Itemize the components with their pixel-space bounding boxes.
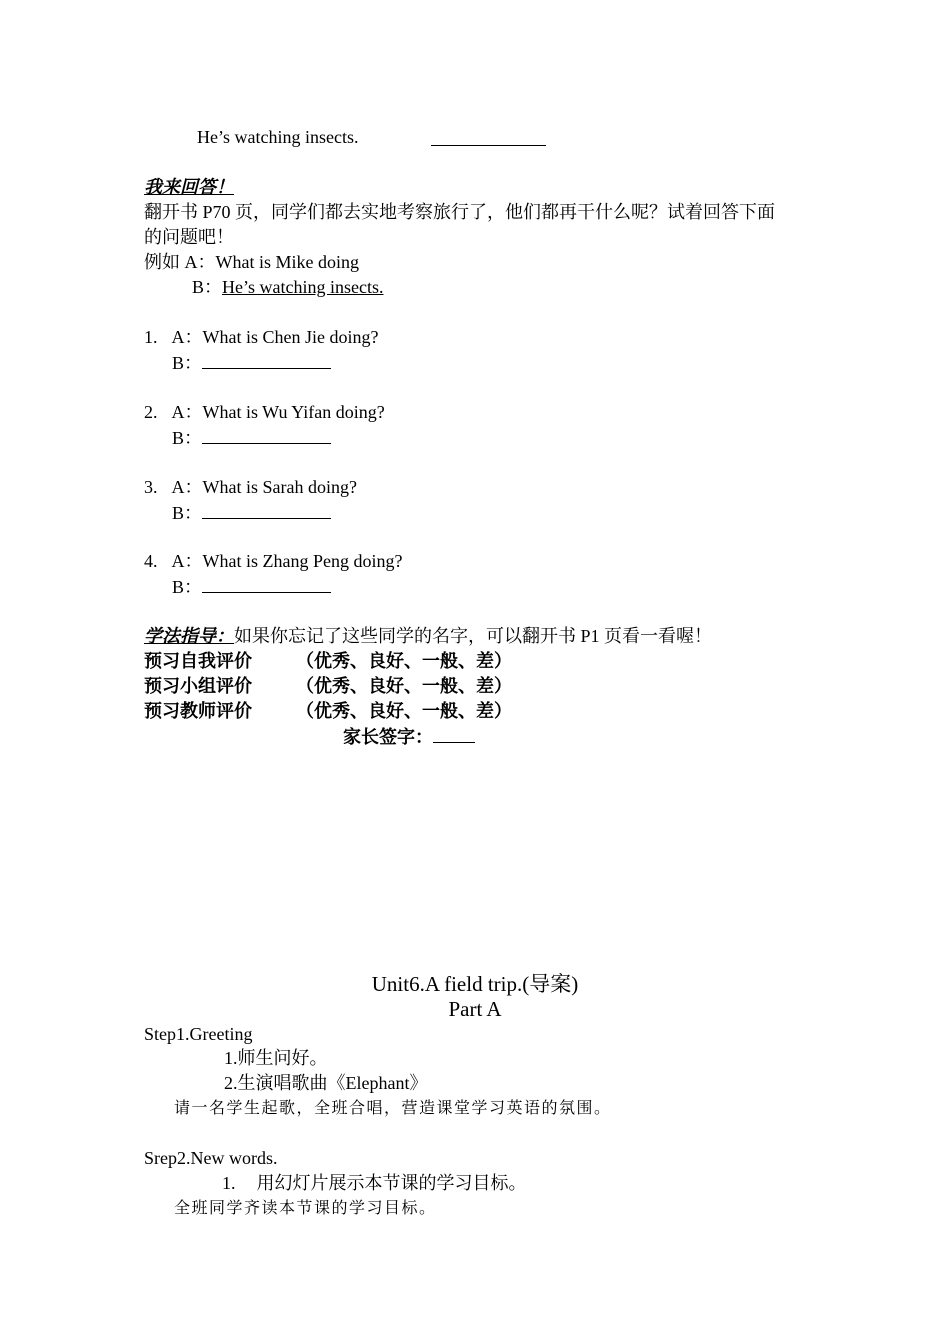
answer-b-prefix: B： [172,428,203,448]
step2-item-number: 1. [222,1173,236,1193]
evaluation-label: 预习教师评价 [144,701,252,721]
answer-b-prefix: B： [172,503,203,523]
evaluation-options: （优秀、良好、一般、差） [296,701,512,721]
question-number: 1. [144,327,158,347]
question-a-prefix: A： [171,327,203,347]
intro-answer-blank[interactable] [431,127,546,146]
question-text: What is Zhang Peng doing? [202,551,403,571]
parent-signature-line [343,724,475,749]
question-item [144,400,385,424]
evaluation-row [144,699,252,723]
question-text: What is Sarah doing? [202,477,357,497]
question-a-prefix: A： [171,551,203,571]
answer-line [172,350,331,375]
question-item [144,325,378,349]
evaluation-row [144,649,252,673]
question-item [144,549,402,573]
step2-title: Srep2.New words. [144,1148,278,1168]
example-b-prefix: B： [192,277,223,297]
question-a-prefix: A： [171,477,203,497]
evaluation-label: 预习小组评价 [144,676,252,696]
step1-item-1: 1.师生问好。 [224,1048,328,1068]
answer-section-heading: 我来回答！ [144,177,234,197]
question-text: What is Wu Yifan doing? [202,402,385,422]
lesson-subtitle: Part A [448,997,502,1021]
answer-blank[interactable] [202,425,331,444]
evaluation-label: 预习自我评价 [144,651,252,671]
parent-signature-label: 家长签字： [343,727,433,747]
guidance-label: 学法指导： [144,626,234,646]
lesson-title: Unit6.A field trip.(导案) [371,972,579,996]
intro-text: He’s watching insects. [197,127,359,147]
intro-line [197,125,358,149]
answer-blank[interactable] [202,350,331,369]
answer-line [172,574,331,599]
example-question-line [144,250,359,274]
step1-title: Step1.Greeting [144,1024,253,1044]
step2-item-1 [222,1171,527,1195]
evaluation-options: （优秀、良好、一般、差） [296,676,512,696]
answer-b-prefix: B： [172,577,203,597]
answer-line [172,500,331,525]
evaluation-row [144,674,252,698]
answer-line [172,425,331,450]
guidance-line [144,624,712,648]
answer-blank[interactable] [202,574,331,593]
example-prefix: 例如 A： [144,252,216,272]
instruction-line-1: 翻开书 P70 页，同学们都去实地考察旅行了，他们都再干什么呢？试着回答下面 [144,202,776,222]
example-answer-line [192,275,383,299]
question-number: 3. [144,477,158,497]
parent-signature-blank[interactable] [433,724,475,743]
answer-b-prefix: B： [172,353,203,373]
question-number: 4. [144,551,158,571]
example-answer: He’s watching insects. [222,277,384,297]
question-text: What is Chen Jie doing? [202,327,379,347]
step1-item-2: 2.生演唱歌曲《Elephant》 [224,1073,428,1093]
step1-note: 请一名学生起歌，全班合唱，营造课堂学习英语的氛围。 [174,1098,612,1117]
evaluation-options: （优秀、良好、一般、差） [296,651,512,671]
example-question: What is Mike doing [215,252,359,272]
question-item [144,475,357,499]
answer-blank[interactable] [202,500,331,519]
question-number: 2. [144,402,158,422]
instruction-line-2: 的问题吧！ [144,227,234,247]
guidance-text: 如果你忘记了这些同学的名字，可以翻开书 P1 页看一看喔！ [234,626,713,646]
step2-item-text: 用幻灯片展示本节课的学习目标。 [256,1173,527,1193]
step2-note: 全班同学齐读本节课的学习目标。 [174,1198,437,1217]
question-a-prefix: A： [171,402,203,422]
